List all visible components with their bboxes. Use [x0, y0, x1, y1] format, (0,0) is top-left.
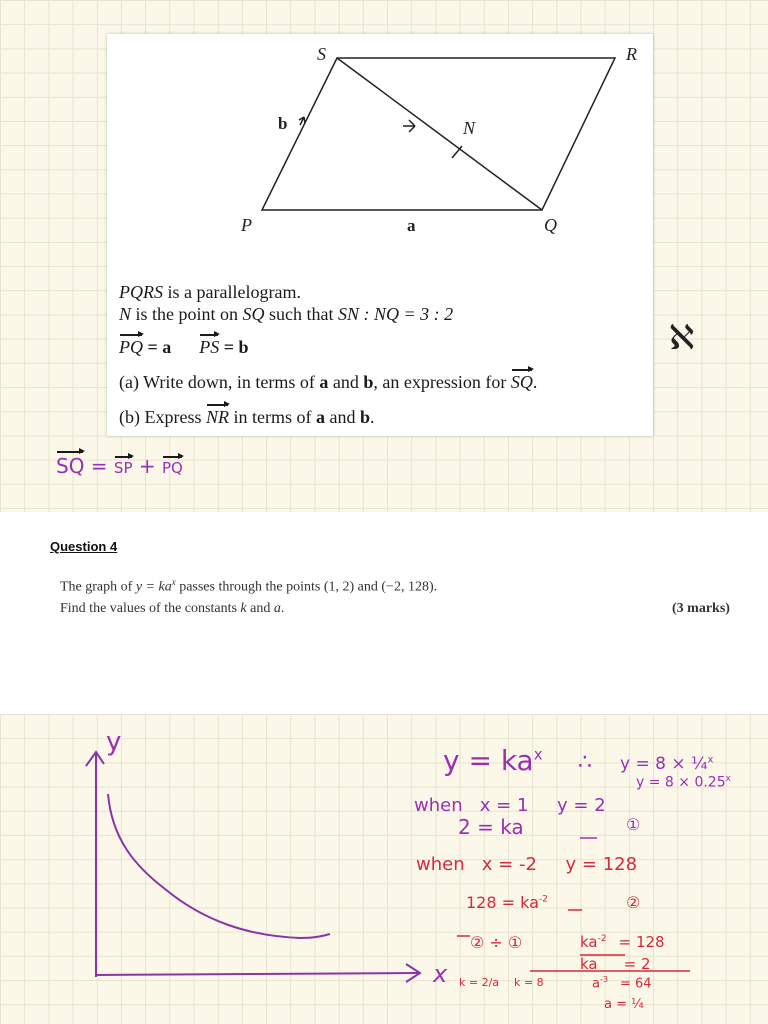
part-b-text: (b) Express NR in terms of a and b. [119, 407, 375, 427]
parallelogram-question-card [107, 34, 653, 436]
part-a-text: (a) Write down, in terms of a and b, an expression for SQ. [119, 372, 538, 392]
working-k-value: k = 8 [514, 976, 544, 989]
working-result-1: y = 8 × ¼$^x$ [620, 754, 714, 774]
vertex-p-label: P [241, 215, 252, 235]
equation-2-tag: ② [626, 893, 641, 912]
working-main-equation: $y = ka^x$ [443, 744, 543, 777]
question4-line-1: The graph of $y = ka^x$ passes through the points (1, 2) and (−2, 128). [60, 577, 438, 595]
handwritten-sq-equation: SQ = SP + PQ [56, 454, 183, 478]
vertex-n-label: N [463, 118, 476, 138]
sketch-x-label: x [433, 960, 448, 988]
working-therefore: ∴ [578, 750, 592, 775]
x-axis [96, 973, 418, 975]
working-k-expression: k = 2/a [459, 976, 500, 989]
question-line-2: N is the point on SQ such that SN : NQ = 3 : 2 [119, 304, 454, 324]
working-divide: ② ÷ ① [470, 933, 523, 952]
fraction-numerator: $ka^{-2} = 128$ [580, 933, 665, 951]
fraction-denominator: ka = 2 [580, 955, 651, 973]
question4-marks: (3 marks) [672, 601, 730, 616]
vertex-r-label: R [626, 44, 637, 64]
sketch-y-label: y [106, 727, 122, 757]
question-line-3: PQ = a PS = b [119, 337, 249, 357]
working-result-2: $y = 8 \times 0.25^x$ [636, 774, 731, 791]
arrow-a-icon [403, 120, 415, 132]
working-when-1: when x = 1 y = 2 [414, 795, 606, 816]
vertex-q-label: Q [544, 215, 557, 235]
working-equation-1: 2 = ka [458, 815, 524, 839]
working-equation-2: $128 = ka^{-2}$ [466, 893, 548, 912]
working-a-value: a = ¼ [604, 997, 644, 1012]
diagonal-sq [337, 58, 542, 210]
vertex-s-label: S [317, 44, 326, 64]
question4-title: Question 4 [50, 539, 118, 554]
vector-b-label: b [278, 114, 288, 133]
question4-line-2: Find the values of the constants k and a. [60, 601, 285, 616]
working-when-2: when x = -2 y = 128 [416, 854, 638, 875]
margin-scribble: ℵ [669, 318, 695, 358]
decay-curve [108, 794, 330, 938]
parallelogram-diagram [107, 34, 653, 264]
working-a-power: $a^{-3} = 64$ [592, 975, 652, 992]
vector-a-label: a [407, 216, 416, 235]
question-line-1: PQRS is a parallelogram. [119, 282, 301, 302]
equation-1-tag: ① [626, 815, 641, 834]
